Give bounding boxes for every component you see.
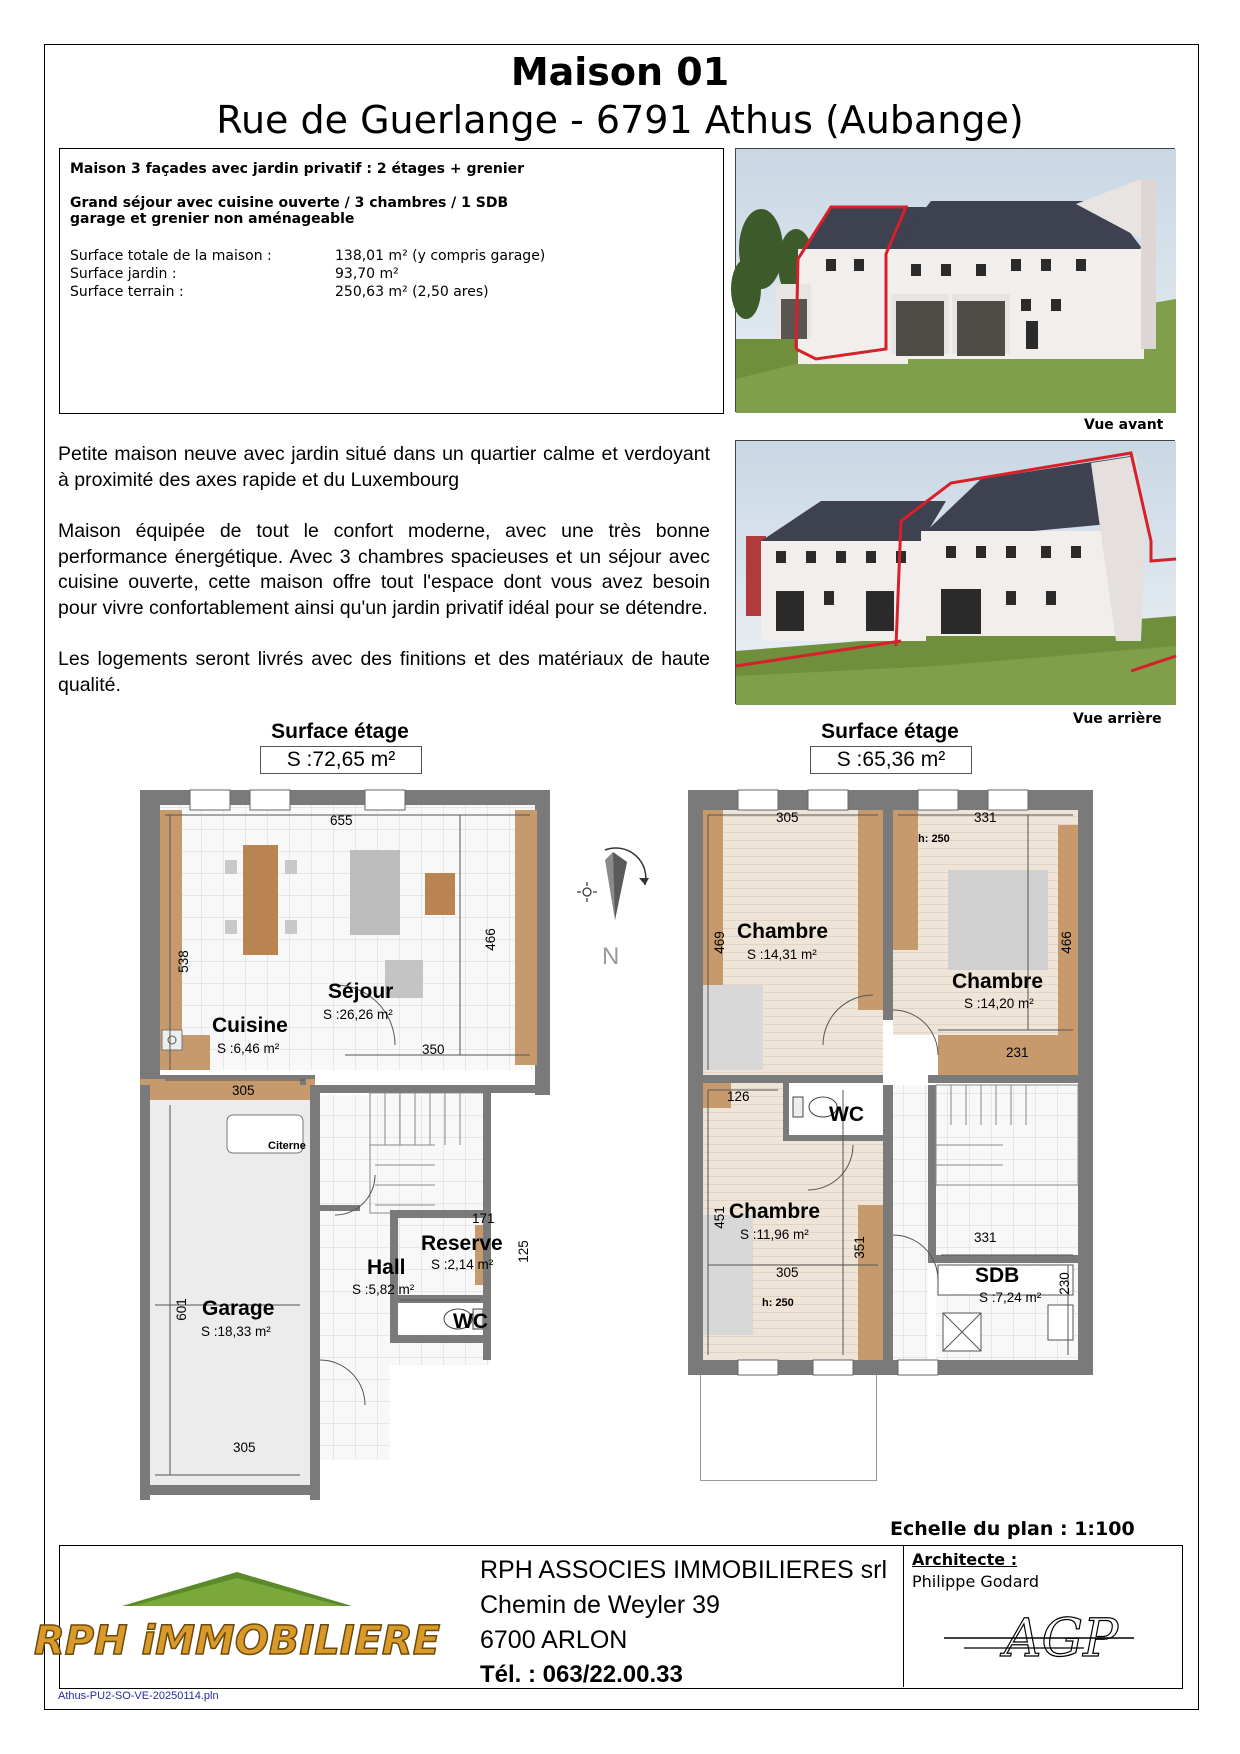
dimension-label: 305	[233, 1440, 256, 1455]
garden-area	[700, 1375, 877, 1481]
dimension-label: 125	[515, 1240, 531, 1263]
description	[58, 442, 710, 724]
page-title: Maison 01	[510, 50, 730, 94]
info-row	[70, 265, 713, 283]
dimension-label: 331	[974, 810, 997, 825]
room-area-sdb: S :7,24 m²	[979, 1290, 1042, 1305]
info-row-value: 138,01 m² (y compris garage)	[335, 248, 546, 264]
dimension-label: 655	[330, 813, 353, 828]
front-view-caption: Vue avant	[1084, 417, 1164, 433]
company-logo-text: RPH iMMOBILIERE	[33, 1618, 441, 1664]
citerne-label: Citerne	[268, 1140, 306, 1152]
ground-floor-surface-title: Surface étage	[271, 720, 409, 743]
room-label-chambre: Chambre	[729, 1200, 821, 1223]
dimension-label: 350	[422, 1042, 445, 1057]
info-line-2: Grand séjour avec cuisine ouverte / 3 chambres / 1 SDB	[70, 195, 509, 211]
ground-floor-plan	[135, 785, 555, 1505]
info-row-value: 93,70 m²	[335, 266, 399, 282]
company-logo	[33, 1564, 441, 1684]
info-box	[59, 148, 724, 414]
info-line-3: garage et grenier non aménageable	[70, 211, 355, 227]
architect-box	[903, 1546, 1183, 1687]
company-street: Chemin de Weyler 39	[480, 1591, 720, 1619]
info-row-label: Surface terrain :	[70, 284, 184, 300]
description-paragraph: Les logements seront livrés avec des finitions et des matériaux de haute qualité.	[58, 648, 710, 696]
dimension-label: 351	[851, 1236, 867, 1259]
dimension-label: 469	[711, 931, 727, 954]
north-label: N	[602, 943, 620, 970]
info-row-label: Surface totale de la maison :	[70, 248, 272, 264]
room-area-garage: S :18,33 m²	[201, 1324, 271, 1339]
dimension-label: 230	[1056, 1272, 1072, 1295]
front-view-image	[735, 148, 1175, 412]
dimension-label: 305	[232, 1083, 255, 1098]
room-area-sejour: S :26,26 m²	[323, 1007, 393, 1022]
dimension-label: h: 250	[918, 833, 950, 845]
info-row-value: 250,63 m² (2,50 ares)	[335, 284, 489, 300]
dimension-label: 171	[472, 1211, 495, 1226]
page-subtitle: Rue de Guerlange - 6791 Athus (Aubange)	[216, 98, 1024, 142]
first-floor-surface-value: S :65,36 m²	[810, 746, 972, 774]
architect-label: Architecte :	[912, 1550, 1018, 1569]
company-name: RPH ASSOCIES IMMOBILIERES srl	[480, 1556, 888, 1584]
room-area-reserve: S :2,14 m²	[431, 1257, 494, 1272]
info-row-label: Surface jardin :	[70, 266, 177, 282]
dimension-label: 231	[1006, 1045, 1029, 1060]
room-label-cuisine: Cuisine	[212, 1014, 288, 1037]
architect-signature	[934, 1596, 1144, 1686]
room-area-chambre: S :14,31 m²	[747, 947, 817, 962]
dimension-label: 126	[727, 1089, 750, 1104]
room-label-hall: Hall	[367, 1256, 406, 1279]
room-area-cuisine: S :6,46 m²	[217, 1041, 280, 1056]
room-label-sejour: Séjour	[328, 980, 394, 1003]
dimension-label: h: 250	[762, 1297, 794, 1309]
description-paragraph: Petite maison neuve avec jardin situé dans un quartier calme et verdoyant à proximité des axes rapide et du Luxembourg	[58, 443, 710, 491]
back-view-image	[735, 440, 1175, 704]
room-area-chambre: S :11,96 m²	[740, 1227, 809, 1242]
signature-text: AGP	[1004, 1609, 1119, 1669]
company-phone: Tél. : 063/22.00.33	[480, 1661, 683, 1688]
dimension-label: 451	[711, 1206, 727, 1229]
room-label-wc: WC	[453, 1310, 488, 1333]
info-line-1: Maison 3 façades avec jardin privatif : 2 étages + grenier	[70, 161, 525, 177]
room-label-wc: WC	[829, 1103, 864, 1126]
ground-floor-surface-value: S :72,65 m²	[260, 746, 422, 774]
scale-label: Echelle du plan : 1:100	[890, 1518, 1135, 1540]
dimension-label: 331	[974, 1230, 997, 1245]
company-city: 6700 ARLON	[480, 1626, 628, 1654]
room-area-chambre: S :14,20 m²	[964, 996, 1034, 1011]
room-label-garage: Garage	[202, 1297, 275, 1320]
back-view-caption: Vue arrière	[1073, 711, 1162, 727]
room-label-chambre: Chambre	[952, 970, 1044, 993]
room-label-chambre: Chambre	[737, 920, 829, 943]
info-row	[70, 247, 713, 265]
dimension-label: 601	[173, 1298, 189, 1321]
room-area-hall: S :5,82 m²	[352, 1282, 415, 1297]
dimension-label: 305	[776, 1265, 799, 1280]
room-label-sdb: SDB	[975, 1264, 1020, 1287]
dimension-label: 305	[776, 810, 799, 825]
north-arrow-icon	[575, 840, 655, 930]
info-row	[70, 283, 713, 301]
dimension-label: 466	[482, 928, 498, 951]
room-label-reserve: Reserve	[421, 1232, 503, 1255]
architect-name: Philippe Godard	[912, 1572, 1039, 1591]
description-paragraph: Maison équipée de tout le confort moderne, avec une très bonne performance énergétique. Avec 3 chambres spacieuses et un séjour avec cuisine ouverte, cette maison offre tout l'espace dont vous avez besoin pour vivre confortablement ainsi qu'un jardin privatif idéal pour se détendre.	[58, 520, 710, 619]
file-name: Athus-PU2-SO-VE-20250114.pln	[58, 1690, 219, 1702]
dimension-label: 466	[1058, 931, 1074, 954]
dimension-label: 538	[175, 950, 191, 973]
first-floor-surface-title: Surface étage	[821, 720, 959, 743]
